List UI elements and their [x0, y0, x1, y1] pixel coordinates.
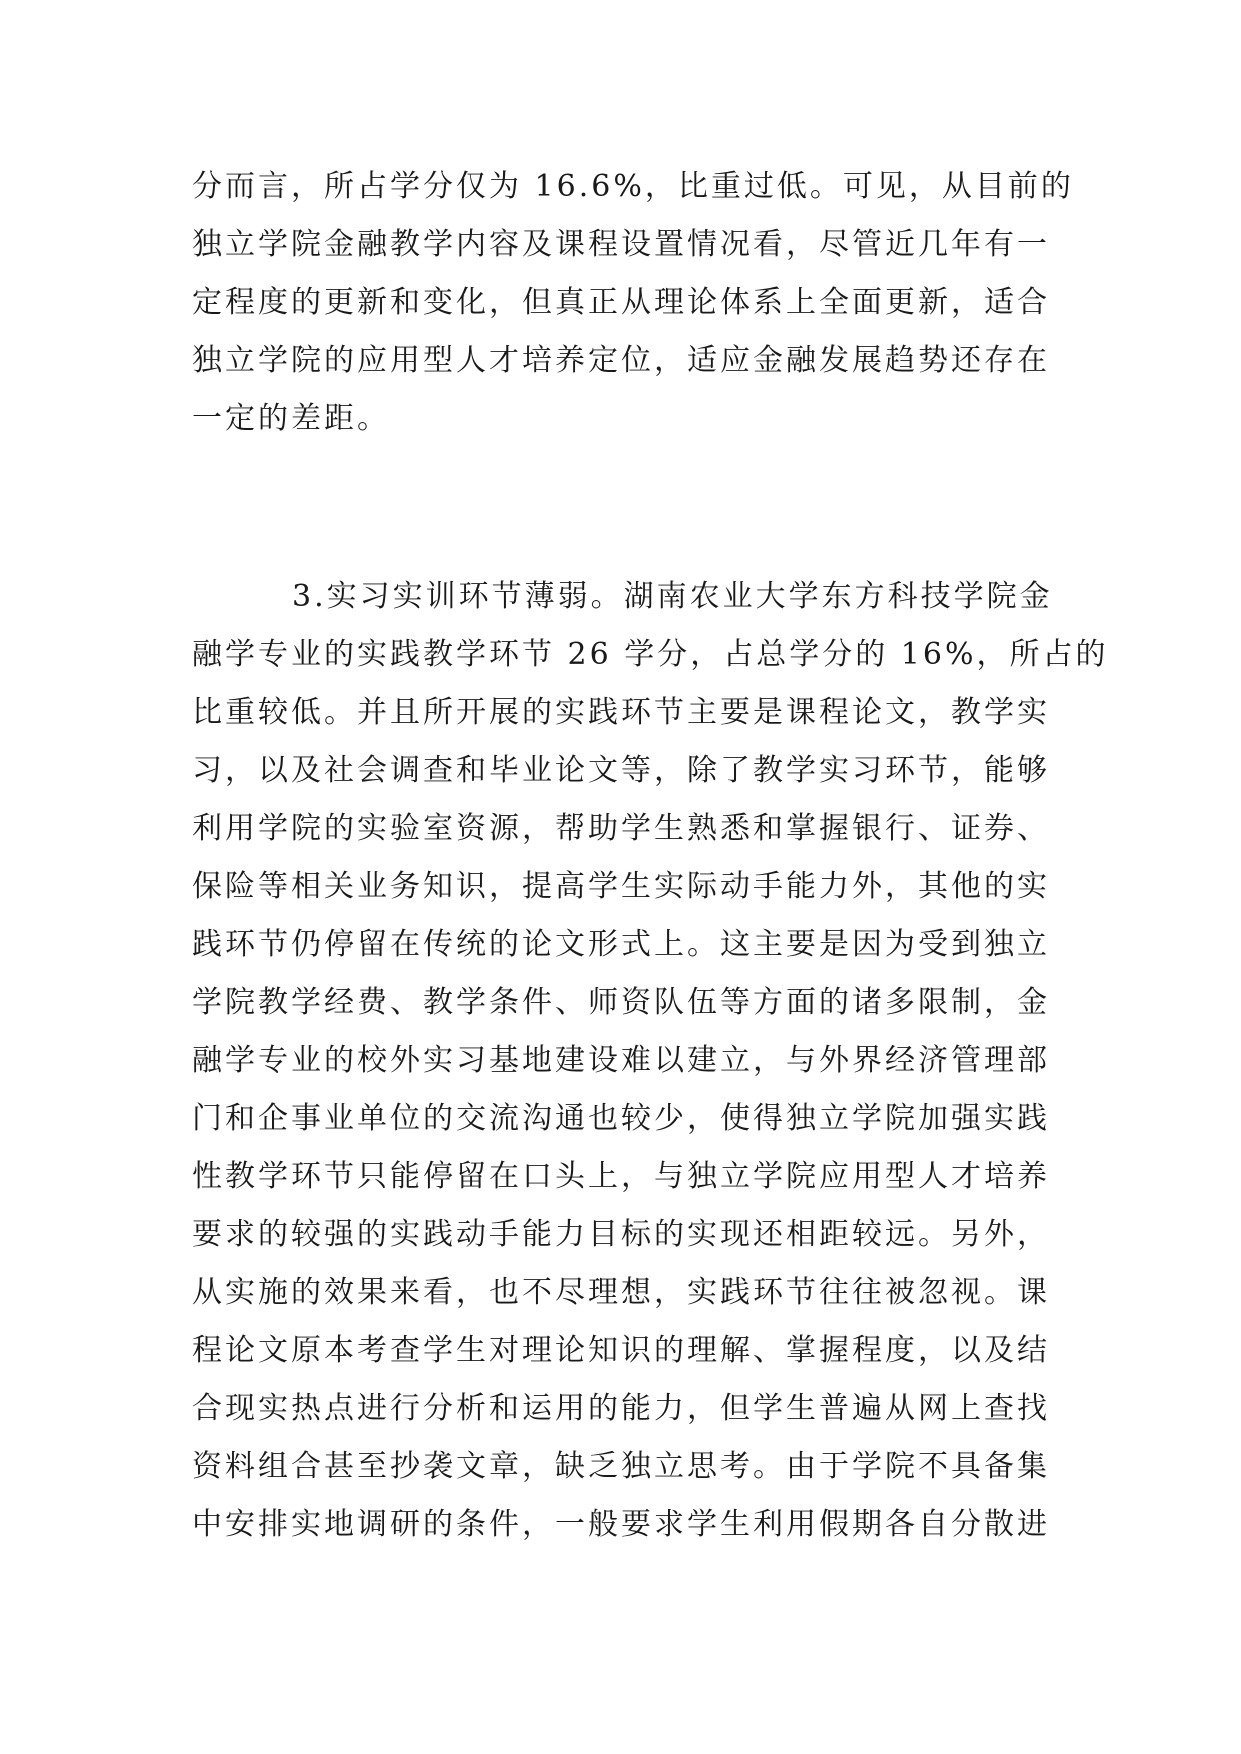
text-line: 从实施的效果来看，也不尽理想，实践环节往往被忽视。课 — [192, 1275, 1050, 1310]
text-line: 门和企事业单位的交流沟通也较少，使得独立学院加强实践 — [192, 1101, 1050, 1136]
text-line: 习，以及社会调查和毕业论文等，除了教学实习环节，能够 — [192, 753, 1050, 788]
text-line: 一定的差距。 — [192, 401, 390, 436]
text-line: 分而言，所占学分仅为 16.6%，比重过低。可见，从目前的 — [192, 169, 1074, 204]
text-line: 独立学院的应用型人才培养定位，适应金融发展趋势还存在 — [192, 343, 1050, 378]
text-line: 合现实热点进行分析和运用的能力，但学生普遍从网上查找 — [192, 1391, 1050, 1426]
text-line: 定程度的更新和变化，但真正从理论体系上全面更新，适合 — [192, 285, 1050, 320]
text-line: 利用学院的实验室资源，帮助学生熟悉和掌握银行、证券、 — [192, 811, 1050, 846]
text-line: 程论文原本考查学生对理论知识的理解、掌握程度，以及结 — [192, 1333, 1050, 1368]
text-line: 比重较低。并且所开展的实践环节主要是课程论文，教学实 — [192, 695, 1050, 730]
text-line: 融学专业的校外实习基地建设难以建立，与外界经济管理部 — [192, 1043, 1050, 1078]
text-line: 践环节仍停留在传统的论文形式上。这主要是因为受到独立 — [192, 927, 1050, 962]
text-line: 资料组合甚至抄袭文章，缺乏独立思考。由于学院不具备集 — [192, 1449, 1050, 1484]
text-line: 中安排实地调研的条件，一般要求学生利用假期各自分散进 — [192, 1507, 1050, 1542]
text-line: 独立学院金融教学内容及课程设置情况看，尽管近几年有一 — [192, 227, 1050, 262]
text-line: 要求的较强的实践动手能力目标的实现还相距较远。另外， — [192, 1217, 1050, 1252]
text-line: 保险等相关业务知识，提高学生实际动手能力外，其他的实 — [192, 869, 1050, 904]
text-line: 性教学环节只能停留在口头上，与独立学院应用型人才培养 — [192, 1159, 1050, 1194]
text-line-first-indented: 3.实习实训环节薄弱。湖南农业大学东方科技学院金 — [292, 579, 1053, 614]
text-line: 融学专业的实践教学环节 26 学分，占总学分的 16%，所占的 — [192, 637, 1109, 672]
paragraph-continuation — [192, 158, 1072, 448]
paragraph-section-3 — [192, 568, 1109, 1554]
text-line: 学院教学经费、教学条件、师资队伍等方面的诸多限制，金 — [192, 985, 1050, 1020]
